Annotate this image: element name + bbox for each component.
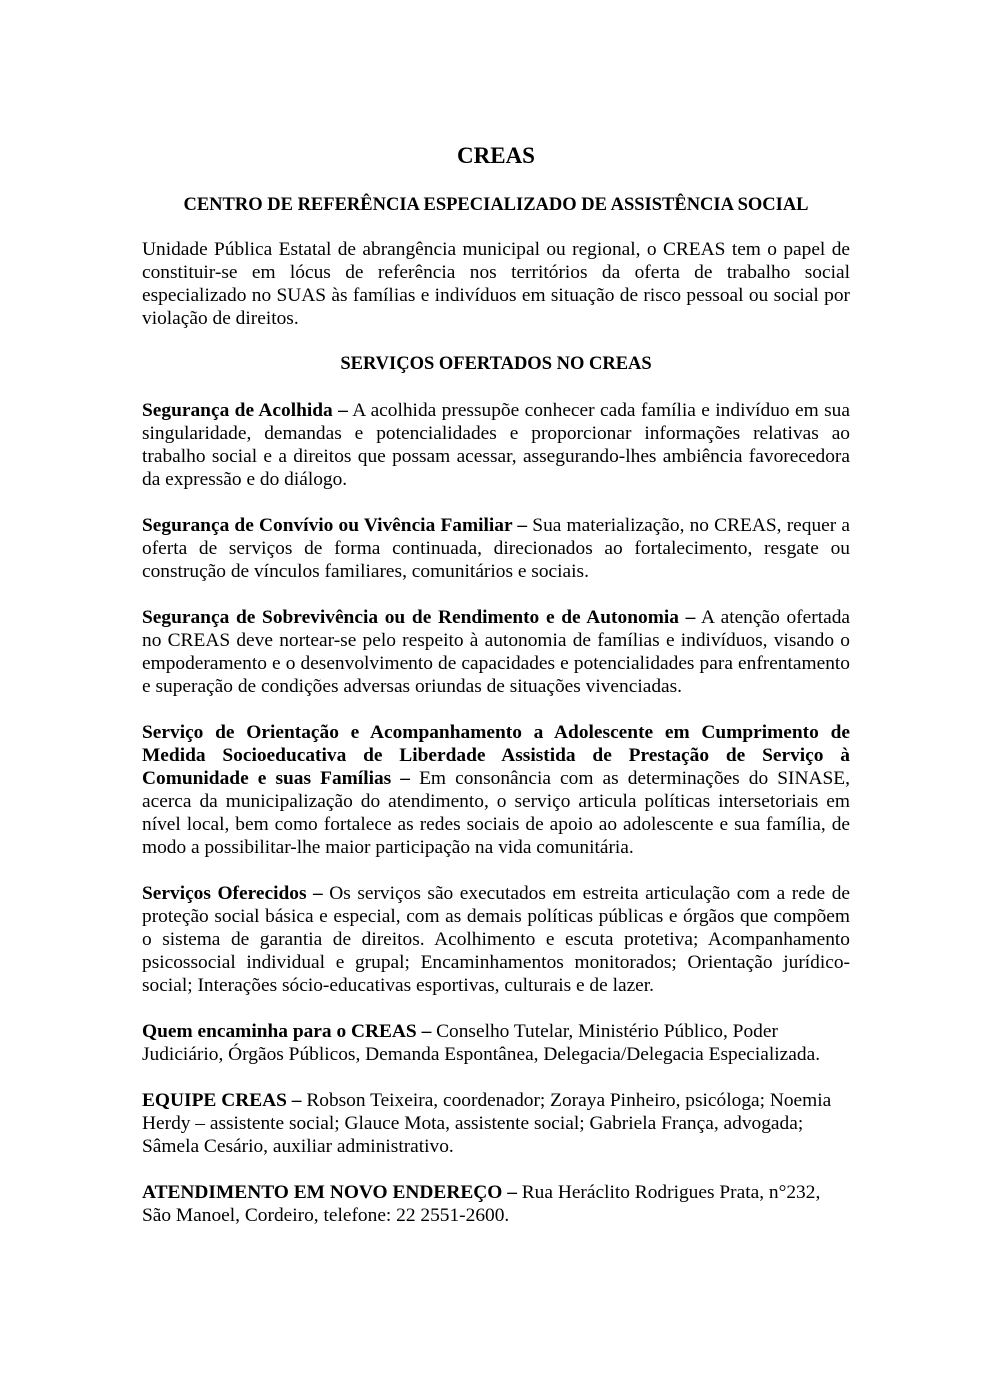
paragraph-body: A acolhida pressupõe conhecer cada família e indivíduo em sua singularidade, demandas e potencialidades e proporcionar informações relativas ao trabalho social e a direitos que possam acessar, assegurando-lhes ambiência favorecedora da expressão e do diálogo. <box>142 400 850 490</box>
paragraph-body: A atenção ofertada no CREAS deve nortear-se pelo respeito à autonomia de famílias e indivíduos, visando o empoderamento e o desenvolvimento de capacidades e potencialidades para enfrentamento e superação de condições adversas oriundas de situações vivenciadas. <box>142 607 851 697</box>
paragraph-quem-encaminha <box>142 1020 850 1066</box>
paragraph-lead: Quem encaminha para o CREAS – <box>142 1021 432 1042</box>
paragraph-seguranca-de-acolhida <box>142 399 850 491</box>
paragraph-lead: Serviços Oferecidos – <box>142 883 323 904</box>
section-heading: SERVIÇOS OFERTADOS NO CREAS <box>340 354 652 374</box>
paragraph-lead: Serviço de Orientação e Acompanhamento a Adolescente em Cumprimento de Medida Socioeducativa de Liberdade Assistida de Prestação de Serviço à Comunidade e suas Famílias – <box>142 722 850 789</box>
paragraph-body: Em consonância com as determinações do SINASE, acerca da municipalização do atendimento, o serviço articula políticas intersetoriais em nível local, bem como fortalece as redes sociais de apoio ao adolescente e sua família, de modo a possibilitar-lhe maior participação na vida comunitária. <box>142 768 850 858</box>
doc-subtitle: CENTRO DE REFERÊNCIA ESPECIALIZADO DE ASSISTÊNCIA SOCIAL <box>183 195 809 215</box>
paragraph-lead: Segurança de Sobrevivência ou de Rendimento e de Autonomia – <box>142 607 696 628</box>
paragraph-servicos-oferecidos <box>142 882 850 997</box>
paragraph-lead: Segurança de Acolhida – <box>142 400 348 421</box>
paragraph-body: Sua materialização, no CREAS, requer a oferta de serviços de forma continuada, direcionados ao fortalecimento, resgate ou construção de vínculos familiares, comunitários e sociais. <box>142 515 850 582</box>
paragraph-seguranca-de-convivio <box>142 514 850 583</box>
intro-paragraph-text: Unidade Pública Estatal de abrangência municipal ou regional, o CREAS tem o papel de constituir-se em lócus de referência nos territórios da oferta de trabalho social especializado no SUAS às famílias e indivíduos em situação de risco pessoal ou social por violação de direitos. <box>142 239 850 329</box>
paragraph-body: Os serviços são executados em estreita articulação com a rede de proteção social básica e especial, com as demais políticas públicas e órgãos que compõem o sistema de garantia de direitos. Acolhimento e escuta protetiva; Acompanhamento psicossocial individual e grupal; Encaminhamentos monitorados; Orientação jurídico-social; Interações sócio-educativas esportivas, culturais e de lazer. <box>142 883 850 996</box>
paragraph-body: Robson Teixeira, coordenador; Zoraya Pinheiro, psicóloga; Noemia Herdy – assistente social; Glauce Mota, assistente social; Gabriela França, advogada; Sâmela Cesário, auxiliar administrativo. <box>142 1090 832 1157</box>
paragraph-servico-de-orientacao <box>142 721 850 859</box>
paragraph-body: Rua Heráclito Rodrigues Prata, n°232, São Manoel, Cordeiro, telefone: 22 2551-2600. <box>142 1182 821 1226</box>
intro-paragraph <box>142 238 850 330</box>
paragraph-lead: EQUIPE CREAS – <box>142 1090 302 1111</box>
paragraph-atendimento-endereco <box>142 1181 850 1227</box>
paragraph-lead: Segurança de Convívio ou Vivência Familiar – <box>142 515 528 536</box>
paragraph-body: Conselho Tutelar, Ministério Público, Poder Judiciário, Órgãos Públicos, Demanda Espontânea, Delegacia/Delegacia Especializada. <box>142 1021 821 1065</box>
paragraph-equipe-creas <box>142 1089 850 1158</box>
paragraph-lead: ATENDIMENTO EM NOVO ENDEREÇO – <box>142 1182 517 1203</box>
doc-title: CREAS <box>457 143 535 168</box>
paragraph-seguranca-de-sobrevivencia <box>142 606 850 698</box>
